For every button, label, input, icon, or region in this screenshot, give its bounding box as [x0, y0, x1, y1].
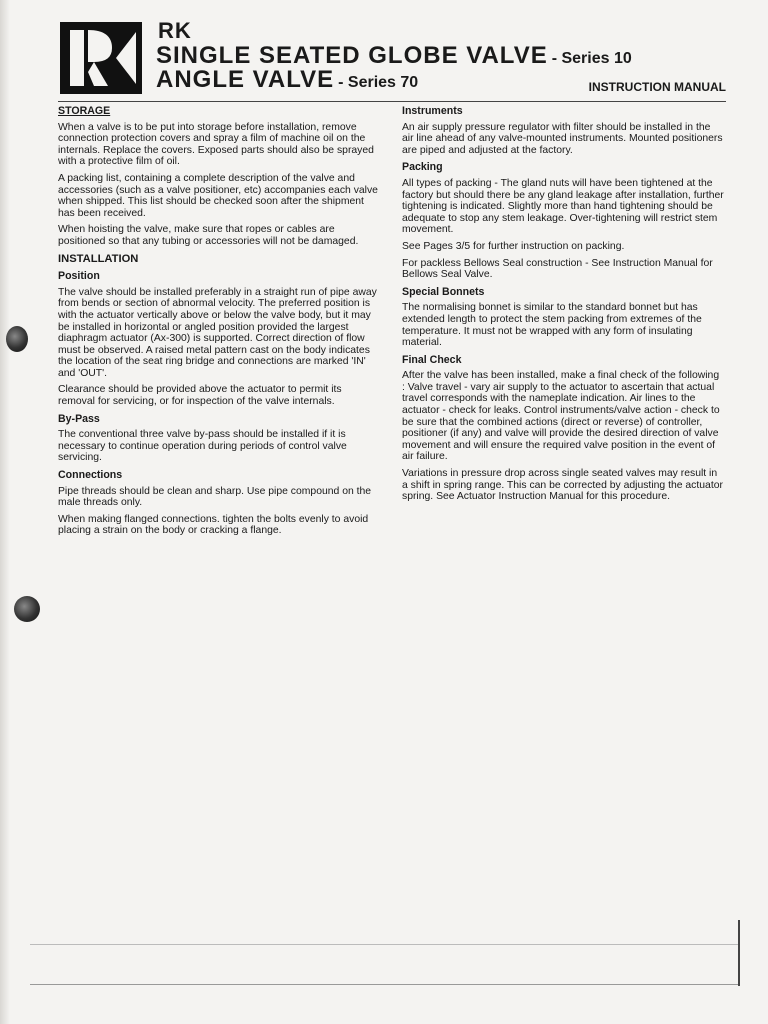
bypass-paragraph: The conventional three valve by-pass should be installed if it is necessary to continue operation during periods of control valve servicing.: [58, 429, 347, 464]
packing-paragraph-3: For packless Bellows Seal construction - See Instruction Manual for Bellows Seal Valve.: [402, 257, 713, 281]
title-line-2: [156, 66, 418, 94]
position-paragraph-2: Clearance should be provided above the actuator to permit its removal for servicing, or for inspection of the valve internals.: [58, 384, 342, 408]
installation-heading: INSTALLATION: [58, 252, 139, 265]
final-check-paragraph-1: After the valve has been installed, make a final check of the following : Valve travel - vary air supply to the actuator to ascertain that actual travel corresponds with the nameplate indication. Air lines to the actuator - check for leaks. Control instruments/valve action - check to be sure that the combined actions (direct or reverse) of controller, positioner (if any) and valve will provide the desired direction of valve movement and will ensure the required valve position in the event of air failure.: [402, 370, 720, 463]
series-10-label: - Series 10: [551, 50, 632, 67]
connections-heading: Connections: [58, 469, 123, 482]
packing-paragraph-2: See Pages 3/5 for further instruction on packing.: [402, 240, 625, 252]
connections-paragraph-1: Pipe threads should be clean and sharp. Use pipe compound on the male threads only.: [58, 485, 372, 509]
right-column: [402, 106, 724, 508]
packing-paragraph-1: All types of packing - The gland nuts will have been tightened at the factory but should there be any gland leakage after installation, further tightening is indicated. Slightly more than hand tightening should be adequate to stop any stem leakage. Over-tightening will restrict stem movement.: [402, 177, 724, 236]
instruments-heading: Instruments: [402, 105, 463, 117]
storage-heading: STORAGE: [58, 105, 111, 117]
title-globe-valve: SINGLE SEATED GLOBE VALVE: [156, 42, 548, 69]
instruction-manual-label: INSTRUCTION MANUAL: [588, 80, 726, 94]
special-bonnets-heading: Special Bonnets: [402, 285, 485, 298]
document-header: [60, 18, 740, 100]
brand-name: RK: [158, 18, 192, 43]
punch-hole-icon: [6, 326, 28, 352]
storage-paragraph-3: When hoisting the valve, make sure that ropes or cables are positioned so that any tubing or accessories will not be damaged.: [58, 224, 359, 247]
position-heading: Position: [58, 270, 100, 283]
header-rule: [58, 101, 726, 102]
series-70-label: - Series 70: [338, 74, 419, 91]
position-paragraph-1: The valve should be installed preferably in a straight run of pipe away from bends or section of abnormal velocity. The preferred position is with the actuator vertically above or below the valve body, but it may be installed in horizontal or angled position provided the largest diaphragm actuator (Ax-300) is supported. Correct direction of flow must be observed. A raised metal pattern cast on the body indicates the location of the seat ring bridge and connections are marked 'IN' and 'OUT'.: [58, 286, 377, 379]
left-column: [58, 106, 380, 542]
footer-rule: [30, 944, 740, 945]
storage-paragraph-1: When a valve is to be put into storage before installation, remove connection protection covers and spray a film of machine oil on the internals. Replace the covers. Exposed parts should also be sprayed with a protective film of oil.: [58, 121, 374, 168]
instruments-paragraph: An air supply pressure regulator with filter should be installed in the air line ahead of any valve-mounted instruments. Mounted positioners are piped and adjusted at the factory.: [402, 121, 723, 156]
page-edge: [0, 0, 10, 1024]
final-check-heading: Final Check: [402, 353, 462, 366]
packing-heading: Packing: [402, 161, 443, 174]
special-bonnets-paragraph: The normalising bonnet is similar to the standard bonnet but has extended length to protect the stem packing from extremes of the temperature. It must not be wrapped with any form of insulating material.: [402, 302, 702, 349]
punch-hole-icon: [14, 596, 40, 622]
rk-logo-icon: [60, 22, 142, 94]
title-angle-valve: ANGLE VALVE: [156, 66, 335, 93]
final-check-paragraph-2: Variations in pressure drop across single seated valves may result in a shift in spring range. This can be corrected by adjusting the actuator spring. See Actuator Instruction Manual for this procedure.: [402, 468, 723, 503]
bypass-heading: By-Pass: [58, 412, 100, 425]
storage-paragraph-2: A packing list, containing a complete description of the valve and accessories (such as a valve positioner, etc) accompanies each valve when shipped. This list should be checked soon after the shipment has been received.: [58, 172, 378, 219]
right-edge-mark: [738, 920, 740, 986]
bottom-edge-rule: [30, 984, 740, 985]
connections-paragraph-2: When making flanged connections. tighten the bolts evenly to avoid placing a strain on the body or cracking a flange.: [58, 513, 369, 537]
